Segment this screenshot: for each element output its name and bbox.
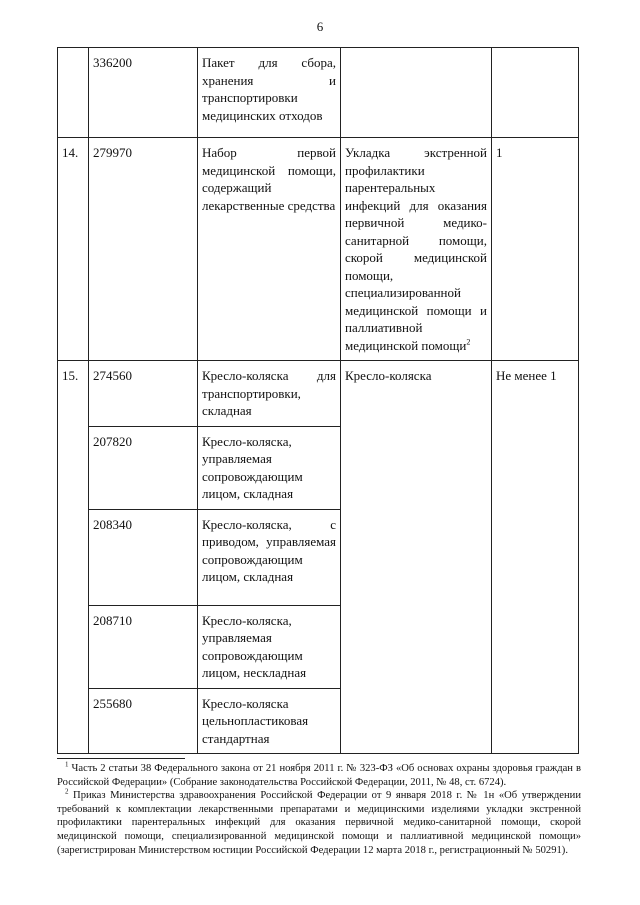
footnote-divider: [57, 758, 185, 759]
footnote-ref: 2: [466, 337, 471, 347]
code-cell: 208340: [89, 509, 198, 605]
footnote-mark: 2: [65, 787, 69, 796]
kit-cell: [341, 138, 492, 361]
row-number-cell: 15.: [58, 361, 89, 754]
footnote: [57, 789, 581, 857]
row-number-cell: 14.: [58, 138, 89, 361]
code-cell: 336200: [89, 48, 198, 138]
footnote-mark: 1: [65, 760, 69, 769]
equipment-table: [57, 47, 579, 754]
footnote-text: Приказ Министерства здравоохранения Российской Федерации от 9 января 2018 г. № 1н «Об утверждении требований к комплектации лекарственными препаратами и медицинскими изделиями укладки экстренной профилактики парентеральных инфекций для оказания первичной медико-санитарной помощи, скорой медицинской помощи, специализированной медицинской помощи и паллиативной медицинской помощи» (зарегистрирован Министерством юстиции Российской Федерации 12 марта 2018 г., регистрационный № 50291).: [57, 790, 581, 856]
footnote-text: Часть 2 статьи 38 Федерального закона от 21 ноября 2011 г. № 323-ФЗ «Об основах охраны здоровья граждан в Российской Федерации» (Собрание законодательства Российской Федерации, 2011, № 48, ст. 6724).: [57, 763, 581, 788]
quantity-cell: 1: [492, 138, 579, 361]
footnotes: [57, 762, 581, 857]
code-cell: 274560: [89, 361, 198, 427]
table-row: [58, 361, 579, 427]
code-cell: 279970: [89, 138, 198, 361]
item-name-cell: Кресло-коляска, с приводом, управляемая сопровождающим лицом, складная: [198, 509, 341, 605]
item-name-cell: Кресло-коляска цельнопластиковая стандартная: [198, 688, 341, 754]
row-number-cell: [58, 48, 89, 138]
kit-cell: Кресло-коляска: [341, 361, 492, 754]
quantity-cell: [492, 48, 579, 138]
page-number: 6: [316, 19, 324, 34]
quantity-cell: Не менее 1: [492, 361, 579, 754]
code-cell: 255680: [89, 688, 198, 754]
item-name-cell: Кресло-коляска, управляемая сопровождающим лицом, складная: [198, 426, 341, 509]
code-cell: 208710: [89, 605, 198, 688]
kit-text: Укладка экстренной профилактики парентеральных инфекций для оказания первичной медико-санитарной помощи, скорой медицинской помощи, специализированной медицинской помощи и паллиативной медицинской помощи: [345, 145, 487, 353]
footnote: [57, 762, 581, 789]
code-cell: 207820: [89, 426, 198, 509]
table-row: [58, 138, 579, 361]
item-name-cell: Набор первой медицинской помощи, содержащий лекарственные средства: [198, 138, 341, 361]
table-row: [58, 48, 579, 138]
item-name-cell: Кресло-коляска для транспортировки, складная: [198, 361, 341, 427]
item-name-cell: Кресло-коляска, управляемая сопровождающим лицом, нескладная: [198, 605, 341, 688]
item-name-cell: Пакет для сбора, хранения и транспортировки медицинских отходов: [198, 48, 341, 138]
kit-cell: [341, 48, 492, 138]
